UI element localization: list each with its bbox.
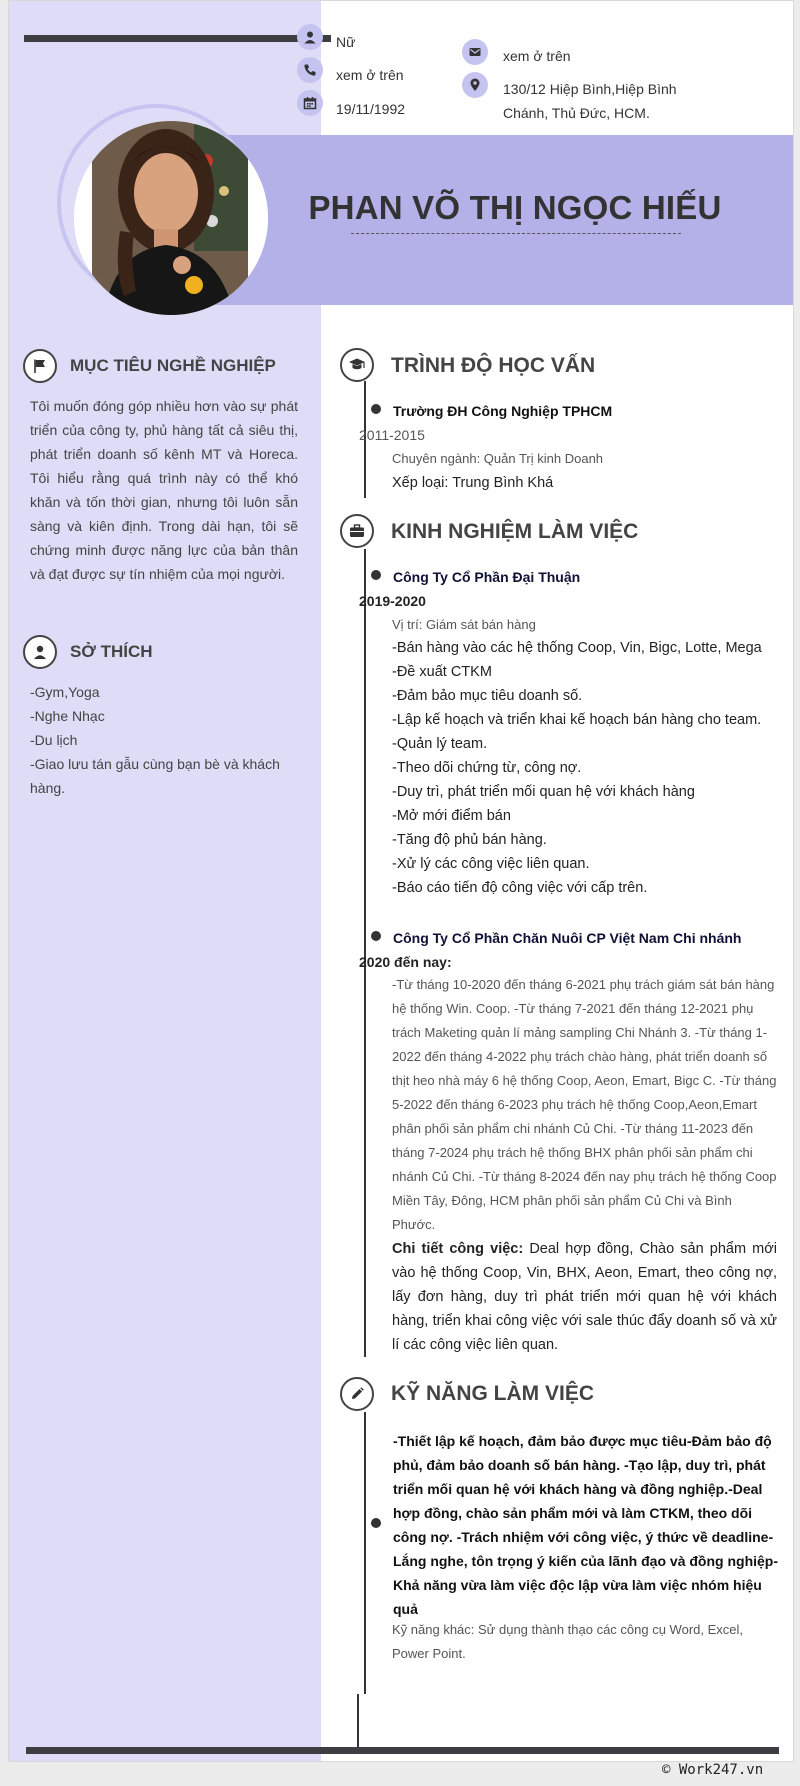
birthday-value: 19/11/1992 (336, 101, 406, 117)
timeline-dot (371, 570, 381, 580)
timeline-dot (371, 931, 381, 941)
skills-title: KỸ NĂNG LÀM VIỆC (391, 1382, 595, 1405)
job-position: Vị trí: Giám sát bán hàng (392, 617, 536, 632)
education-grade: Xếp loại: Trung Bình Khá (392, 475, 554, 491)
watermark: © Work247.vn (662, 1762, 764, 1778)
job-duty: -Lập kế hoạch và triển khai kế hoạch bán hàng cho team. (392, 712, 762, 728)
calendar-icon (297, 90, 323, 116)
hobby-item: -Gym,Yoga (30, 684, 100, 700)
job-period: 2019-2020 (359, 593, 426, 609)
experience-title: KINH NGHIỆM LÀM VIỆC (391, 520, 639, 543)
job-company: Công Ty Cổ Phần Chăn Nuôi CP Việt Nam Chi nhánh (393, 930, 742, 946)
education-title: TRÌNH ĐỘ HỌC VẤN (391, 354, 596, 377)
address-line-1: 130/12 Hiệp Bình,Hiệp Bình (503, 81, 677, 97)
objective-title: MỤC TIÊU NGHỀ NGHIỆP (70, 356, 276, 375)
job-duty: -Mở mới điểm bán (392, 808, 511, 824)
job-duty: -Tăng độ phủ bán hàng. (392, 832, 547, 848)
user-icon (23, 635, 57, 669)
hobby-item: -Du lịch (30, 732, 78, 748)
skills-timeline (364, 1412, 366, 1694)
job-duty: -Duy trì, phát triển mối quan hệ với khách hàng (392, 784, 695, 800)
hobby-item: -Giao lưu tán gẫu cùng bạn bè và khách hàng. (30, 756, 280, 796)
job-duty: -Đảm bảo mục tiêu doanh số. (392, 688, 583, 704)
school-name: Trường ĐH Công Nghiệp TPHCM (393, 403, 613, 419)
candidate-name: PHAN VÕ THỊ NGỌC HIẾU (308, 189, 722, 226)
envelope-icon (462, 39, 488, 65)
job-duty: -Đề xuất CTKM (392, 664, 492, 680)
avatar (74, 121, 268, 315)
hobby-item: -Nghe Nhạc (30, 708, 105, 724)
phone-value: xem ở trên (336, 67, 404, 83)
skills-other: Kỹ năng khác: Sử dụng thành thạo các công cụ Word, Excel, Power Point. (392, 1622, 744, 1661)
experience-timeline (364, 549, 366, 1357)
skills-main: -Thiết lập kế hoạch, đảm bảo được mục tiêu-Đảm bảo độ phủ, đảm bảo doanh số bán hàng. -Tạo lập, duy trì, phát triển mối quan hệ với khách hàng và đồng nghiệp.-Deal hợp đồng, chào sản phẩm mới và làm CTKM, theo dõi công nợ. -Trách nhiệm với công việc, ý thức về deadline-Lắng nghe, tôn trọng ý kiến của lãnh đạo và đồng nghiệp-Khả năng vừa làm việc độc lập vừa làm việc nhóm hiệu quả (393, 1433, 779, 1617)
bottom-timeline (357, 1694, 359, 1750)
timeline-dot (371, 404, 381, 414)
phone-icon (297, 57, 323, 83)
education-years: 2011-2015 (359, 427, 425, 443)
job-period: 2020 đến nay: (359, 954, 452, 970)
graduation-cap-icon (340, 348, 374, 382)
job-detail (392, 1237, 777, 1357)
bottom-divider (26, 1747, 779, 1754)
job-duties-list (392, 636, 782, 900)
flag-icon (23, 349, 57, 383)
job-detail-label: Chi tiết công việc: (392, 1241, 524, 1257)
top-divider (24, 35, 331, 42)
job-duty: -Báo cáo tiến độ công việc với cấp trên. (392, 880, 648, 896)
name-underline (351, 233, 681, 234)
pencil-icon (340, 1377, 374, 1411)
job-duty: -Quản lý team. (392, 736, 488, 752)
job-detail-text: Deal hợp đồng, Chào sản phẩm mới vào hệ thống Coop, Vin, BHX, Aeon, Emart, theo công nợ, lấy đơn hàng, duy trì phát triển mới quan hệ với khách hàng, triển khai công việc với sale thúc đẩy doanh số và xử lí các công việc liên quan. (392, 1241, 777, 1353)
address-line-2: Chánh, Thủ Đức, HCM. (503, 105, 650, 121)
objective-text: Tôi muốn đóng góp nhiều hơn vào sự phát triển của công ty, phủ hàng tất cả siêu thị, phát triển doanh số kênh MT và Horeca. Tôi hiểu rằng quá trình này có thể khó khăn và tốn thời gian, nhưng tôi luôn sẵn sàng và kiên định. Trong dài hạn, tôi sẽ chứng minh được năng lực của bản thân và đạt được sự tín nhiệm của mọi người. (30, 398, 298, 582)
person-icon (297, 24, 323, 50)
job-duty: -Xử lý các công việc liên quan. (392, 856, 590, 872)
job-history: -Từ tháng 10-2020 đến tháng 6-2021 phụ trách giám sát bán hàng hệ thống Win. Coop. -Từ tháng 7-2021 đến tháng 12-2021 phụ trách Maketing quản lí mảng sampling Chi Nhánh 3. -Từ tháng 1-2022 đến tháng 4-2022 phụ trách chào hàng, phát triển doanh số thịt heo nhà máy 6 hệ thống Coop, Aeon, Emart, Bigc C. -Từ tháng 5-2022 đến tháng 6-2023 phụ trách hệ thống Coop,Aeon,Emart phân phối sản phẩm chi nhánh Củ Chi. -Từ tháng 11-2023 đến tháng 7-2024 phụ trách hệ thống BHX phân phối sản phẩm chi nhánh Củ Chi. -Từ tháng 8-2024 đến nay phụ trách hệ thống Coop Miền Tây, Đông, HCM phân phối sản phẩm Củ Chi và Bình Phước. (392, 977, 777, 1232)
education-major: Chuyên ngành: Quản Trị kinh Doanh (392, 451, 604, 466)
email-value: xem ở trên (503, 48, 571, 64)
timeline-dot (371, 1518, 381, 1528)
map-pin-icon (462, 72, 488, 98)
cv-page (8, 0, 794, 1762)
job-company: Công Ty Cổ Phần Đại Thuận (393, 569, 581, 585)
gender-value: Nữ (336, 34, 356, 50)
briefcase-icon (340, 514, 374, 548)
hobbies-title: SỞ THÍCH (70, 642, 153, 661)
job-duty: -Bán hàng vào các hệ thống Coop, Vin, Bigc, Lotte, Mega (392, 640, 762, 656)
job-duty: -Theo dõi chứng từ, công nợ. (392, 760, 582, 776)
